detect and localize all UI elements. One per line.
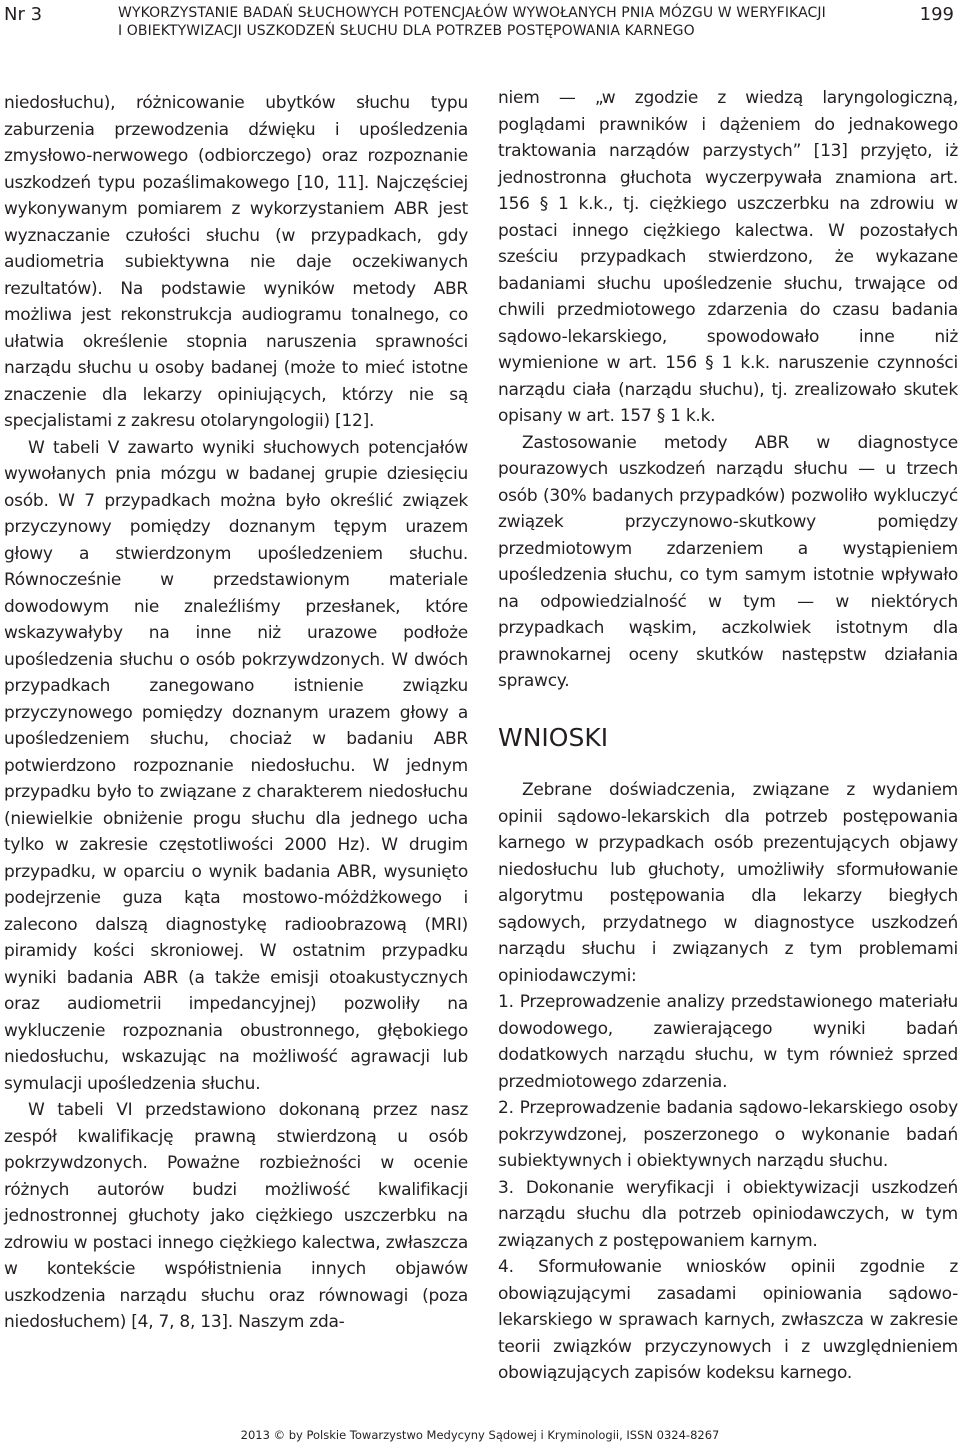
paragraph: Zebrane doświadczenia, związane z wydaniem opinii sądowo-lekarskich dla potrzeb postępowania karnego w przypadkach osób prezentujących objawy niedosłuchu lub głuchoty, umożliwiły sformułowanie algorytmu postępowania dla lekarzy biegłych sądowych, przydatnego w diagnostyce uszkodzeń narządu słuchu i związanych z tym problemami opiniodawczymi: xyxy=(498,780,958,986)
paragraph: W tabeli VI przedstawiono dokonaną przez nasz zespół kwalifikację prawną stwierdzoną u osób pokrzywdzonych. Poważne rozbieżności w ocenie różnych autorów budzi możliwość kwalifikacji jednostronnej głuchoty jako ciężkiego uszczerbku na zdrowiu w postaci innego ciężkiego kalectwa, zwłaszcza w kontekście współistnienia innych objawów uszkodzenia narządu słuchu oraz równowagi (poza niedosłuchem) [4, 7, 8, 13]. Naszym zda- xyxy=(4,1100,468,1332)
conclusion-item: 2. Przeprowadzenie badania sądowo-lekarskiego osoby pokrzywdzonej, poszerzonego o wykonanie badań subiektywnych i obiektywnych narządu słuchu. xyxy=(498,1098,958,1171)
paragraph: niedosłuchu), różnicowanie ubytków słuchu typu zaburzenia przewodzenia dźwięku i upośledzenia zmysłowo-nerwowego (odbiorczego) oraz rozpoznanie uszkodzeń typu pozaślimakowego [10, 11]. Najczęściej wykonywanym pomiarem z wykorzystaniem ABR jest wyznaczanie czułości słuchu (w przypadkach, gdy audiometria subiektywna nie daje oczekiwanych rezultatów). Na podstawie wyników metody ABR możliwa jest rekonstrukcja audiogramu tonalnego, co ułatwia określenie stopnia naruszenia sprawności narządu słuchu u osoby badanej (może to mieć istotne znaczenie dla lekarzy opiniujących, którzy nie są specjalistami z zakresu otolaryngologii) [12]. xyxy=(4,93,468,431)
paragraph: W tabeli V zawarto wyniki słuchowych potencjałów wywołanych pnia mózgu w badanej grupie dziesięciu osób. W 7 przypadkach można było określić związek przyczynowy pomiędzy doznanym tępym urazem głowy a stwierdzonym upośledzeniem słuchu. Równocześnie w przedstawionym materiale dowodowym nie znaleźliśmy przesłanek, które wskazywałyby na inne niż urazowe podłoże upośledzenia słuchu o osób pokrzywdzonych. W dwóch przypadkach zanegowano istnienie związku przyczynowego pomiędzy doznanym urazem głowy a upośledzeniem słuchu, chociaż w badaniu ABR potwierdzono rozpoznanie niedosłuchu. W jednym przypadku było to związane z charakterem niedosłuchu (niewielkie obniżenie progu słuchu dla jednego ucha tylko w zakresie częstotliwości 2000 Hz). W drugim przypadku, w oparciu o wynik badania ABR, wysunięto podejrzenie guza kąta mostowo-móżdżkowego i zalecono dalszą diagnostykę radioobrazową (MRI) piramidy kości skroniowej. W ostatnim przypadku wyniki badania ABR (a także emisji otoakustycznych oraz audiometrii impedancyjnej) pozwoliły na wykluczenie rozpoznania obustronnego, głębokiego niedosłuchu, wskazując na możliwość agrawacji lub symulacji upośledzenia słuchu. xyxy=(4,437,468,1094)
issue-number: Nr 3 xyxy=(4,4,43,25)
conclusion-item: 3. Dokonanie weryfikacji i obiektywizacji uszkodzeń narządu słuchu dla potrzeb opiniodawczych, w tym związanych z postępowaniem karnym. xyxy=(498,1177,958,1251)
paragraph: niem — „w zgodzie z wiedzą laryngologiczną, poglądami prawników i dążeniem do jednakowego traktowania narządów parzystych” [13] przyjęto, iż jednostronna głuchota wyczerpywała znamiona art. 156 § 1 k.k., tj. ciężkiego uszczerbku na zdrowiu w postaci innego ciężkiego kalectwa. W pozostałych sześciu przypadkach stwierdzono, że wykazane badaniami słuchu upośledzenie słuchu, trwające od chwili przedmiotowego zdarzenia do czasu badania sądowo-lekarskiego, spowodowało inne niż wymienione w art. 156 § 1 k.k. naruszenie czynności narządu ciała (narządu słuchu), tj. zrealizowało skutek opisany w art. 157 § 1 k.k. xyxy=(498,88,958,426)
conclusion-item: 4. Sformułowanie wniosków opinii zgodnie z obowiązującymi zasadami opiniowania sądowo-lekarskiego w sprawach karnych, zwłaszcza w zakresie teorii związków przyczynowych i z uwzględnieniem obowiązujących zapisów kodeksu karnego. xyxy=(498,1257,958,1383)
copyright-footer: 2013 © by Polskie Towarzystwo Medycyny Sądowej i Kryminologii, ISSN 0324-8267 xyxy=(240,1428,720,1442)
right-column xyxy=(498,85,958,1387)
left-column xyxy=(4,90,468,1336)
running-title xyxy=(118,4,858,40)
running-title-line-1: WYKORZYSTANIE BADAŃ SŁUCHOWYCH POTENCJAŁÓW WYWOŁANYCH PNIA MÓZGU W WERYFIKACJI xyxy=(118,5,826,21)
page-number: 199 xyxy=(919,4,954,25)
paragraph: Zastosowanie metody ABR w diagnostyce pourazowych uszkodzeń narządu słuchu — u trzech osób (30% badanych przypadków) pozwoliło wykluczyć związek przyczynowo-skutkowy pomiędzy przedmiotowym zdarzeniem a wystąpieniem upośledzenia słuchu, co tym samym istotnie wpływało na odpowiedzialność w tym — w niektórych przypadkach wąskim, aczkolwiek istotnym dla prawnokarnej oceny skutków następstw działania sprawcy. xyxy=(498,432,958,691)
conclusion-item: 1. Przeprowadzenie analizy przedstawionego materiału dowodowego, zawierającego wyniki badań dodatkowych narządu słuchu, w tym również sprzed przedmiotowego zdarzenia. xyxy=(498,992,958,1092)
running-title-line-2: I OBIEKTYWIZACJI USZKODZEŃ SŁUCHU DLA POTRZEB POSTĘPOWANIA KARNEGO xyxy=(118,23,695,39)
section-title-wnioski: WNIOSKI xyxy=(498,722,609,752)
